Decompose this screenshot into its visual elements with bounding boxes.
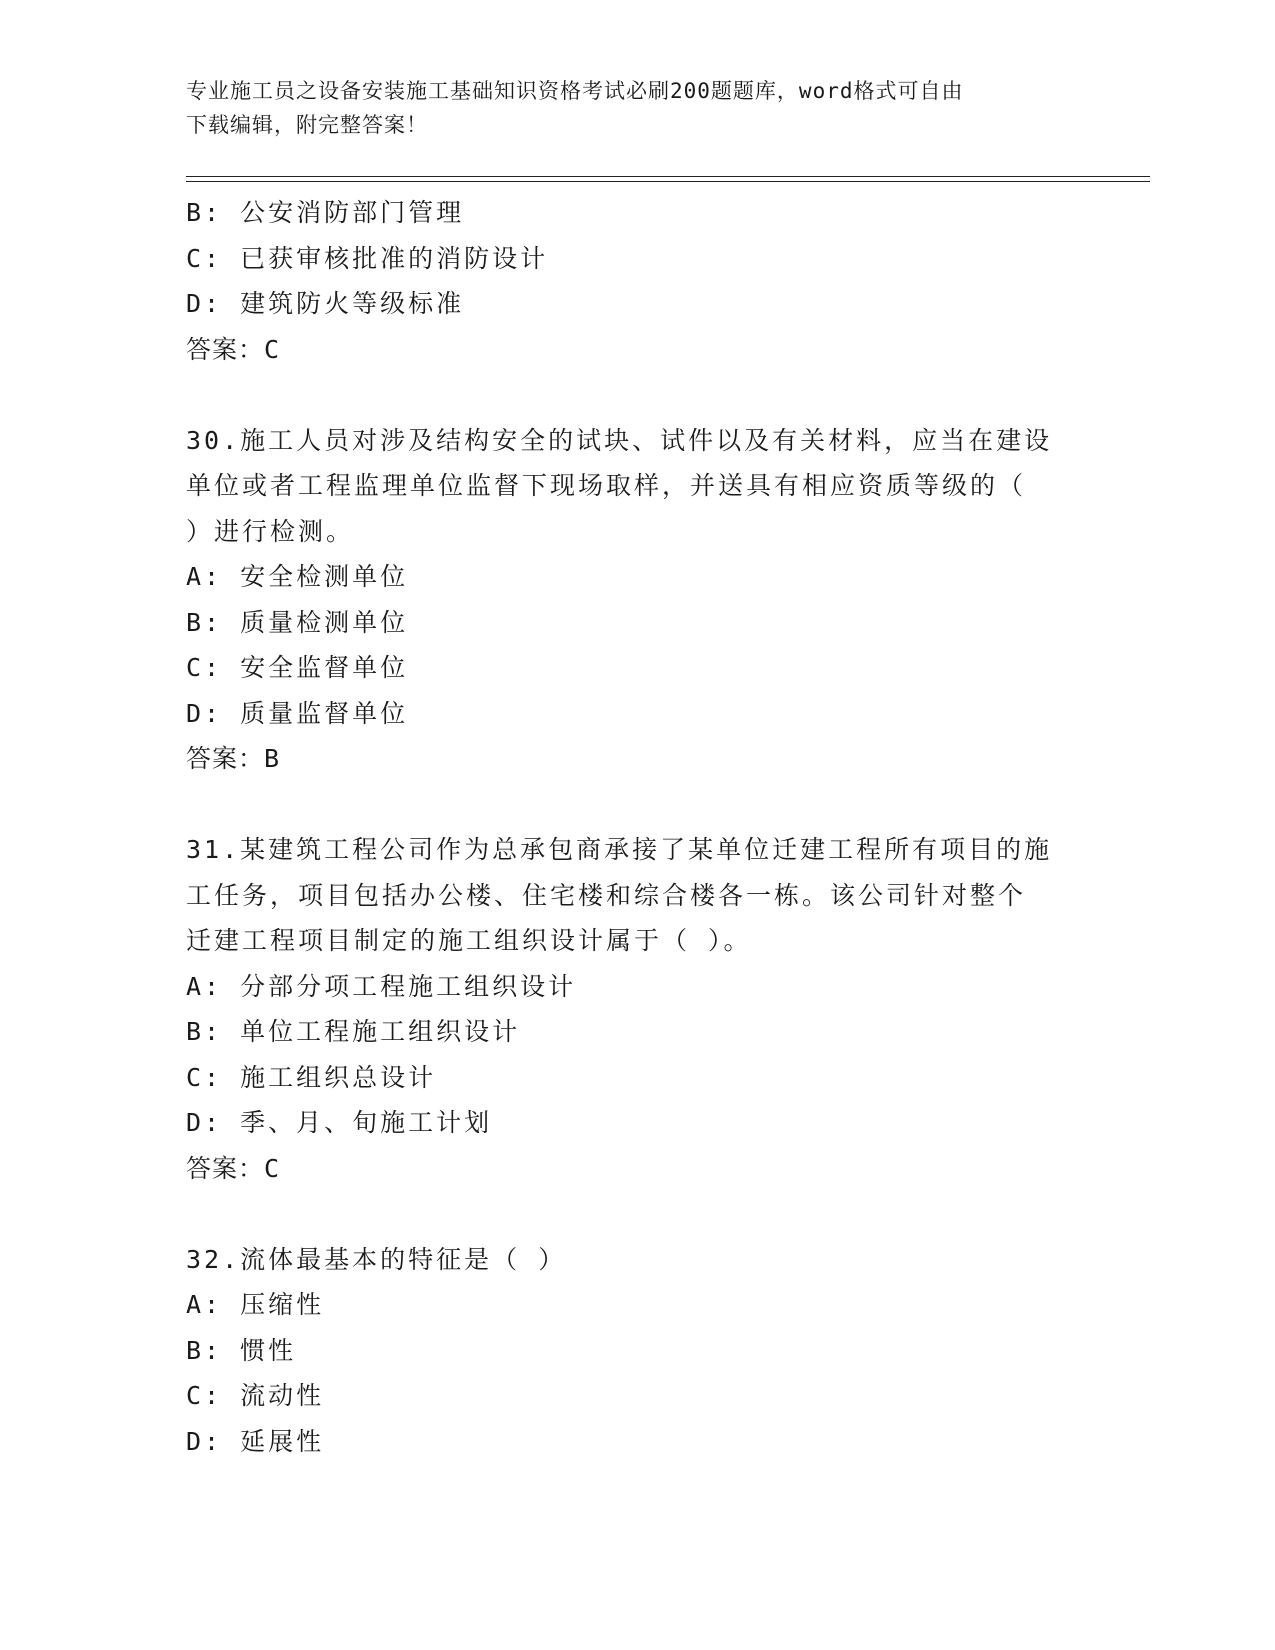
document-header [186, 74, 1066, 142]
answer: 答案：C [186, 1153, 281, 1183]
answer: 答案：C [186, 334, 281, 364]
option-d: D: 建筑防火等级标准 [186, 289, 465, 318]
option-d: D: 延展性 [186, 1426, 325, 1456]
option-b: B: 质量检测单位 [186, 607, 409, 637]
option-b: B: 惯性 [186, 1335, 297, 1365]
question-text-line: ）进行检测。 [186, 516, 355, 546]
question-text-line: 31.某建筑工程公司作为总承包商承接了某单位迁建工程所有项目的施 [186, 835, 1053, 864]
option-a: A: 安全检测单位 [186, 562, 409, 591]
answer: 答案：B [186, 744, 281, 773]
option-c: C: 流动性 [186, 1381, 325, 1410]
option-d: D: 季、月、旬施工计划 [186, 1108, 493, 1137]
option-a: A: 压缩性 [186, 1290, 325, 1319]
question-text-line: 单位或者工程监理单位监督下现场取样，并送具有相应资质等级的（ [186, 471, 1027, 500]
question-29 [186, 190, 1086, 372]
question-list [186, 190, 1086, 1464]
option-a: A: 分部分项工程施工组织设计 [186, 971, 577, 1001]
question-text-line: 30.施工人员对涉及结构安全的试块、试件以及有关材料，应当在建设 [186, 425, 1053, 455]
option-c: C: 施工组织总设计 [186, 1062, 437, 1092]
question-32 [186, 1237, 1086, 1465]
header-line-1: 专业施工员之设备安装施工基础知识资格考试必刷200题题库，word格式可自由 [186, 79, 964, 103]
header-divider [186, 176, 1150, 182]
question-text-line: 32.流体最基本的特征是（ ） [186, 1244, 567, 1274]
option-b: B: 公安消防部门管理 [186, 198, 465, 227]
question-30 [186, 418, 1086, 782]
option-d: D: 质量监督单位 [186, 698, 409, 728]
option-b: B: 单位工程施工组织设计 [186, 1017, 521, 1046]
option-c: C: 安全监督单位 [186, 653, 409, 682]
question-text-line: 工任务，项目包括办公楼、住宅楼和综合楼各一栋。该公司针对整个 [186, 880, 1027, 910]
option-c: C: 已获审核批准的消防设计 [186, 243, 549, 273]
question-text-line: 迁建工程项目制定的施工组织设计属于（ ）。 [186, 926, 752, 955]
header-line-2: 下载编辑，附完整答案！ [186, 113, 428, 137]
question-31 [186, 827, 1086, 1191]
